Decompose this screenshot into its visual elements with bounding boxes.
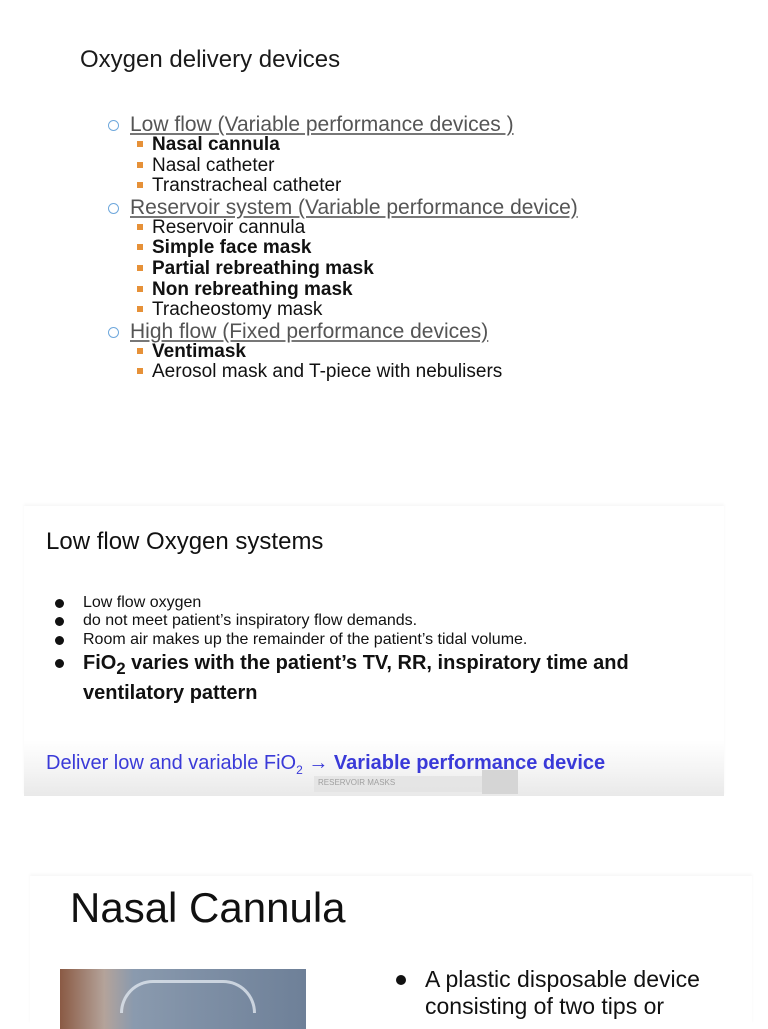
bullet-icon bbox=[396, 975, 406, 985]
circle-bullet-icon bbox=[108, 203, 119, 214]
square-bullet-icon bbox=[137, 182, 143, 188]
device-item-label: Aerosol mask and T-piece with nebulisers bbox=[152, 361, 503, 383]
device-category bbox=[108, 321, 728, 342]
list-item-fio2: FiO$_2$ varies with the patient’s TV, RR, inspiratory time and ventilatory pattern bbox=[52, 651, 712, 706]
circle-bullet-icon bbox=[108, 327, 119, 338]
device-item-label: Partial rebreathing mask bbox=[152, 257, 374, 279]
device-item-label: Nasal catheter bbox=[152, 154, 275, 176]
device-item bbox=[108, 135, 728, 156]
device-category bbox=[108, 197, 728, 218]
square-bullet-icon bbox=[137, 141, 143, 147]
device-item-label: Simple face mask bbox=[152, 237, 312, 259]
device-category-list bbox=[108, 114, 728, 383]
square-bullet-icon bbox=[137, 244, 143, 250]
cannula-tube-shape bbox=[120, 980, 256, 1013]
slide-title: Low flow Oxygen systems bbox=[46, 528, 324, 555]
category-label: High flow (Fixed performance devices) bbox=[130, 319, 489, 343]
list-item: A plastic disposable device consisting of two tips or bbox=[394, 966, 734, 1020]
category-label: Low flow (Variable performance devices ) bbox=[130, 113, 514, 136]
device-category bbox=[108, 114, 728, 135]
device-item bbox=[108, 218, 728, 239]
slide-oxygen-delivery-devices bbox=[0, 0, 768, 440]
square-bullet-icon bbox=[137, 162, 143, 168]
device-item bbox=[108, 259, 728, 280]
bullet-icon bbox=[55, 617, 64, 626]
square-bullet-icon bbox=[137, 306, 143, 312]
list-item: Low flow oxygen bbox=[52, 594, 712, 612]
device-item bbox=[108, 300, 728, 321]
device-item-label: Ventimask bbox=[152, 340, 246, 362]
slide-title: Oxygen delivery devices bbox=[80, 46, 341, 73]
slide-title: Nasal Cannula bbox=[70, 884, 346, 931]
square-bullet-icon bbox=[137, 348, 143, 354]
slide-footer-banner bbox=[24, 740, 724, 796]
bullet-icon bbox=[55, 659, 64, 668]
device-item bbox=[108, 156, 728, 177]
device-item bbox=[108, 238, 728, 259]
bullet-icon bbox=[55, 599, 64, 608]
device-item-label: Transtracheal catheter bbox=[152, 175, 342, 197]
slide-nasal-cannula bbox=[0, 876, 768, 1024]
footer-text: Deliver low and variable FiO$_2$ → Variable performance device bbox=[46, 752, 606, 777]
list-item: Room air makes up the remainder of the patient’s tidal volume. bbox=[52, 631, 712, 649]
list-item: do not meet patient’s inspiratory flow demands. bbox=[52, 612, 712, 630]
ghost-label: RESERVOIR MASKS bbox=[318, 778, 396, 787]
device-item-label: Reservoir cannula bbox=[152, 216, 306, 238]
square-bullet-icon bbox=[137, 368, 143, 374]
device-item bbox=[108, 280, 728, 301]
device-item-label: Nasal cannula bbox=[152, 134, 280, 155]
square-bullet-icon bbox=[137, 286, 143, 292]
bullet-list bbox=[52, 594, 712, 706]
category-label: Reservoir system (Variable performance device) bbox=[130, 195, 578, 219]
device-item bbox=[108, 362, 728, 383]
bullet-list bbox=[394, 966, 734, 1020]
circle-bullet-icon bbox=[108, 120, 119, 131]
device-item bbox=[108, 176, 728, 197]
arrow-icon: → bbox=[302, 752, 334, 774]
device-item bbox=[108, 342, 728, 363]
square-bullet-icon bbox=[137, 265, 143, 271]
square-bullet-icon bbox=[137, 224, 143, 230]
device-item-label: Tracheostomy mask bbox=[152, 299, 323, 321]
slide-low-flow-systems bbox=[0, 506, 768, 796]
bullet-icon bbox=[55, 636, 64, 645]
device-item-label: Non rebreathing mask bbox=[152, 278, 353, 300]
